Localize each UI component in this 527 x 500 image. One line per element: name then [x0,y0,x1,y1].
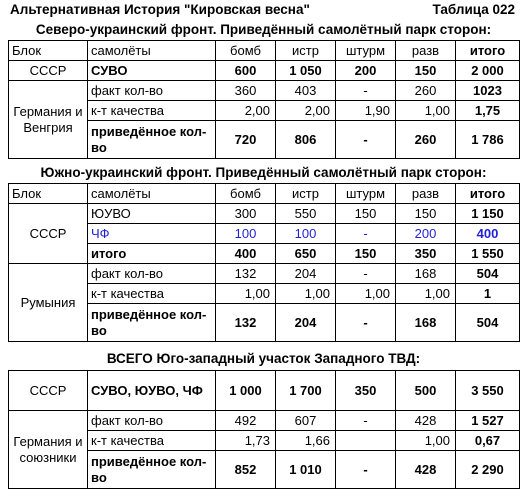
total-cell: 504 [456,264,520,284]
aircraft-cell: приведённое кол-во [88,304,216,342]
recon-cell: 350 [396,244,456,264]
attack-cell: 1,90 [336,101,396,121]
attack-cell: 150 [336,244,396,264]
total-cell: 400 [456,224,520,244]
col-header-total: итого [456,41,520,61]
recon-cell: 150 [396,61,456,81]
block-cell: Германия и союзники [9,411,88,489]
table-row [9,81,520,101]
col-header-block: Блок [9,41,88,61]
document-header [0,0,527,20]
col-header-attack: штурм [336,41,396,61]
aircraft-cell: ЧФ [88,224,216,244]
total-cell: 0,67 [456,431,520,451]
bomb-cell: 300 [216,204,276,224]
aircraft-cell: приведённое кол-во [88,121,216,159]
fighter-cell: 204 [276,264,336,284]
fighter-cell: 204 [276,304,336,342]
total-cell: 504 [456,304,520,342]
recon-cell: 150 [396,204,456,224]
attack-cell: - [336,411,396,431]
total-cell: 1 550 [456,244,520,264]
recon-cell: 1,00 [396,101,456,121]
recon-cell: 1,00 [396,431,456,451]
col-header-recon: разв [396,41,456,61]
total-cell: 3 550 [456,371,520,411]
fighter-cell: 1,00 [276,284,336,304]
bomb-cell: 132 [216,304,276,342]
table-south-front [8,183,520,342]
block-cell: Германия и Венгрия [9,81,88,159]
aircraft-cell: СУВО, ЮУВО, ЧФ [88,371,216,411]
col-header-recon: разв [396,184,456,204]
recon-cell: 168 [396,264,456,284]
recon-cell: 168 [396,304,456,342]
recon-cell: 500 [396,371,456,411]
table-number: Таблица 022 [432,2,515,17]
table-row [9,264,520,284]
recon-cell: 428 [396,411,456,431]
fighter-cell: 650 [276,244,336,264]
total-cell: 1 [456,284,520,304]
aircraft-cell: факт кол-во [88,81,216,101]
bomb-cell: 400 [216,244,276,264]
col-header-aircraft: самолёты [88,184,216,204]
aircraft-cell: СУВО [88,61,216,81]
total-cell: 2 290 [456,451,520,489]
block-cell: Румыния [9,264,88,342]
table-row [9,61,520,81]
col-header-bomb: бомб [216,41,276,61]
block-cell: СССР [9,204,88,264]
fighter-cell: 806 [276,121,336,159]
col-header-aircraft: самолёты [88,41,216,61]
aircraft-cell: приведённое кол-во [88,451,216,489]
total-cell: 1 150 [456,204,520,224]
recon-cell: 1,00 [396,284,456,304]
fighter-cell: 403 [276,81,336,101]
attack-cell: 350 [336,371,396,411]
bomb-cell: 360 [216,81,276,101]
attack-cell: 150 [336,204,396,224]
total-cell: 1 786 [456,121,520,159]
bomb-cell: 1,00 [216,284,276,304]
total-cell: 1 527 [456,411,520,431]
fighter-cell: 1,66 [276,431,336,451]
fighter-cell: 1 010 [276,451,336,489]
aircraft-cell: к-т качества [88,431,216,451]
fighter-cell: 550 [276,204,336,224]
col-header-block: Блок [9,184,88,204]
bomb-cell: 132 [216,264,276,284]
fighter-cell: 100 [276,224,336,244]
bomb-cell: 852 [216,451,276,489]
bomb-cell: 2,00 [216,101,276,121]
table-north-front [8,40,520,159]
attack-cell: 200 [336,61,396,81]
attack-cell: - [336,121,396,159]
table-row [9,371,520,411]
aircraft-cell: факт кол-во [88,264,216,284]
bomb-cell: 1 000 [216,371,276,411]
recon-cell: 260 [396,81,456,101]
attack-cell: - [336,264,396,284]
attack-cell: - [336,304,396,342]
aircraft-cell: к-т качества [88,101,216,121]
attack-cell: 1,00 [336,284,396,304]
block-cell: СССР [9,61,88,81]
document-title: Альтернативная История "Кировская весна" [10,2,310,17]
col-header-fighter: истр [276,184,336,204]
fighter-cell: 1 050 [276,61,336,81]
section-title-total: ВСЕГО Юго-западный участок Западного ТВД: [106,351,421,366]
table-header-row [9,184,520,204]
fighter-cell: 1 700 [276,371,336,411]
recon-cell: 200 [396,224,456,244]
table-row [9,411,520,431]
block-cell: СССР [9,371,88,411]
table-header-row [9,41,520,61]
attack-cell: - [336,81,396,101]
col-header-bomb: бомб [216,184,276,204]
aircraft-cell: ЮУВО [88,204,216,224]
recon-cell: 428 [396,451,456,489]
table-row [9,204,520,224]
section-title-north: Северо-украинский фронт. Приведённый самолётный парк сторон: [35,22,492,37]
bomb-cell: 720 [216,121,276,159]
bomb-cell: 1,73 [216,431,276,451]
fighter-cell: 2,00 [276,101,336,121]
attack-cell: - [336,224,396,244]
attack-cell: - [336,451,396,489]
total-cell: 1,75 [456,101,520,121]
bomb-cell: 100 [216,224,276,244]
table-total [8,370,520,489]
total-cell: 1023 [456,81,520,101]
total-cell: 2 000 [456,61,520,81]
bomb-cell: 600 [216,61,276,81]
col-header-attack: штурм [336,184,396,204]
aircraft-cell: факт кол-во [88,411,216,431]
attack-cell [336,431,396,451]
col-header-fighter: истр [276,41,336,61]
recon-cell: 260 [396,121,456,159]
section-title-south: Южно-украинский фронт. Приведённый самолётный парк сторон: [40,165,487,180]
aircraft-cell: к-т качества [88,284,216,304]
aircraft-cell: итого [88,244,216,264]
bomb-cell: 492 [216,411,276,431]
fighter-cell: 607 [276,411,336,431]
col-header-total: итого [456,184,520,204]
